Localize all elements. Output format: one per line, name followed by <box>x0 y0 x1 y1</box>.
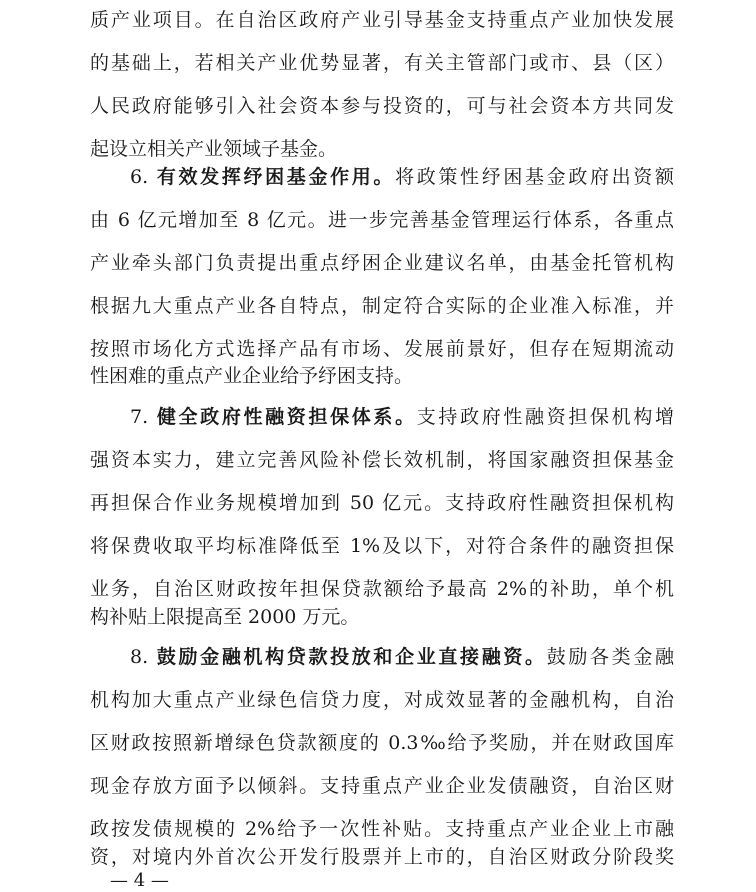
paragraph-7-line-2: 强资本实力，建立完善风险补偿长效机制，将国家融资担保基金 <box>90 449 674 471</box>
paragraph-7-first-line <box>130 397 674 437</box>
paragraph-7-number: 7. <box>130 406 149 428</box>
paragraph-6-first-line <box>130 157 674 197</box>
paragraph-6-heading: 有效发挥纾困基金作用。 <box>156 166 396 188</box>
paragraph-8-line-6: 资，对境内外首次公开发行股票并上市的，自治区财政分阶段奖 <box>90 846 674 868</box>
paragraph-8-heading: 鼓励金融机构贷款投放和企业直接融资。 <box>156 646 547 668</box>
paragraph-7-heading: 健全政府性融资担保体系。 <box>156 406 417 428</box>
paragraph-6-number: 6. <box>130 166 149 188</box>
paragraph-6-line-4: 根据九大重点产业各自特点，制定符合实际的企业准入标准，并 <box>90 295 674 317</box>
paragraph-8-number: 8. <box>130 646 149 668</box>
paragraph-7-line-5: 业务，自治区财政按年担保贷款额给予最高 2%的补助，单个机 <box>90 578 674 600</box>
paragraph-5-line-4: 起设立相关产业领域子基金。 <box>90 138 338 160</box>
paragraph-5-line-2: 的基础上，若相关产业优势显著，有关主管部门或市、县（区） <box>90 52 674 74</box>
paragraph-7-first-line-text: 支持政府性融资担保机构增 <box>416 406 674 428</box>
paragraph-6-line-6: 性困难的重点产业企业给予纾困支持。 <box>90 365 414 387</box>
paragraph-6-line-3: 产业牵头部门负责提出重点纾困企业建议名单，由基金托管机构 <box>90 252 674 274</box>
paragraph-6-line-2: 由 6 亿元增加至 8 亿元。进一步完善基金管理运行体系，各重点 <box>90 209 674 231</box>
paragraph-6-first-line-text: 将政策性纾困基金政府出资额 <box>395 166 674 188</box>
paragraph-7-line-3: 再担保合作业务规模增加到 50 亿元。支持政府性融资担保机构 <box>90 492 674 514</box>
paragraph-5-line-3: 人民政府能够引入社会资本参与投资的，可与社会资本方共同发 <box>90 95 674 117</box>
paragraph-7-line-4: 将保费收取平均标准降低至 1%及以下，对符合条件的融资担保 <box>90 535 674 557</box>
paragraph-8-line-4: 现金存放方面予以倾斜。支持重点产业企业发债融资，自治区财 <box>90 775 674 797</box>
paragraph-8-first-line-text: 鼓励各类金融 <box>546 646 674 668</box>
page-number: — 4 — <box>110 870 169 891</box>
paragraph-8-line-5: 政按发债规模的 2%给予一次性补贴。支持重点产业企业上市融 <box>90 818 674 840</box>
paragraph-5-line-1: 质产业项目。在自治区政府产业引导基金支持重点产业加快发展 <box>90 9 674 31</box>
paragraph-8-first-line <box>130 637 674 677</box>
paragraph-8-line-3: 区财政按照新增绿色贷款额度的 0.3‰给予奖励，并在财政国库 <box>90 732 674 754</box>
paragraph-7-line-6: 构补贴上限提高至 2000 万元。 <box>90 606 360 628</box>
paragraph-6-line-5: 按照市场化方式选择产品有市场、发展前景好，但存在短期流动 <box>90 338 674 360</box>
paragraph-8-line-2: 机构加大重点产业绿色信贷力度，对成效显著的金融机构，自治 <box>90 689 674 711</box>
